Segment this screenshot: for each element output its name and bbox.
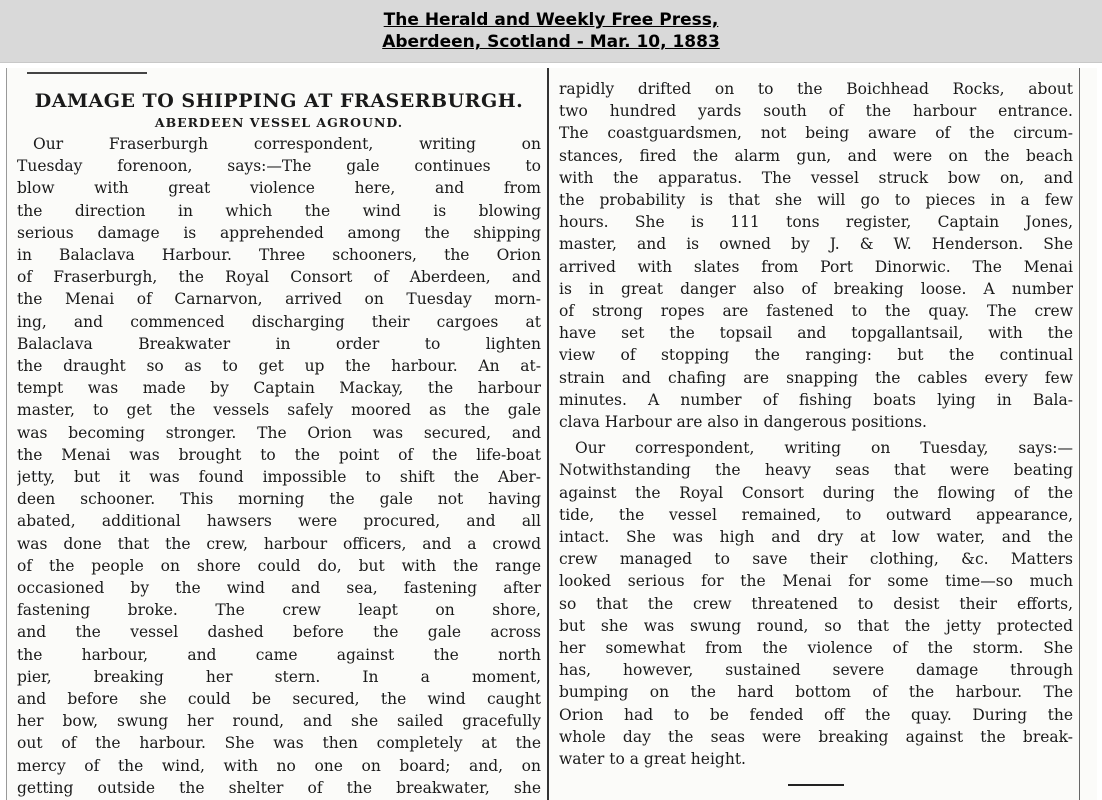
article-text-line: looked serious for the Menai for some time—so much bbox=[559, 572, 1073, 591]
article-text-line: rapidly drifted on to the Boichhead Rocks, about bbox=[559, 80, 1073, 98]
article-text-line: deen schooner. This morning the gale not having bbox=[17, 490, 541, 509]
article-end-rule bbox=[788, 784, 844, 786]
article-text-line: Tuesday forenoon, says:—The gale continues to bbox=[17, 157, 541, 176]
article-text-line: Our Fraserburgh correspondent, writing on bbox=[33, 135, 541, 153]
newspaper-clipping bbox=[6, 68, 1097, 800]
article-text-line: minutes. A number of fishing boats lying in Bala- bbox=[559, 390, 1073, 409]
article-text-line: fastening broke. The crew leapt on shore, bbox=[17, 601, 541, 620]
article-text-line: strain and chafing are snapping the cables every few bbox=[559, 368, 1073, 387]
article-text-line: master, to get the vessels safely moored as the gale bbox=[17, 401, 541, 420]
article-text-line: jetty, but it was found impossible to shift the Aber- bbox=[17, 468, 541, 487]
article-text-line: serious damage is apprehended among the shipping bbox=[17, 223, 541, 242]
article-text-line: bumping on the hard bottom of the harbour. The bbox=[559, 683, 1073, 702]
article-text-line: water to a great height. bbox=[559, 750, 746, 769]
article-text-line: was becoming stronger. The Orion was secured, and bbox=[17, 423, 541, 442]
page-header bbox=[0, 0, 1102, 63]
article-text-line: intact. She was high and dry at low water, and the bbox=[559, 528, 1073, 547]
article-text-line: the direction in which the wind is blowing bbox=[17, 201, 541, 220]
right-column-paragraph-1 bbox=[559, 78, 1073, 433]
article-text-line: so that the crew threatened to desist their efforts, bbox=[559, 594, 1073, 613]
article-text-line: the draught so as to get up the harbour. An at- bbox=[17, 357, 541, 376]
article-text-line: The coastguardsmen, not being aware of the circum- bbox=[559, 124, 1073, 143]
article-text-line: stances, fired the alarm gun, and were on the beach bbox=[559, 146, 1073, 165]
article-text-line: pier, breaking her stern. In a moment, bbox=[17, 667, 541, 686]
article-text-line: of the people on shore could do, but with the range bbox=[17, 556, 541, 575]
publication-dateline[interactable]: Aberdeen, Scotland - Mar. 10, 1883 bbox=[382, 32, 720, 52]
article-text-line: out of the harbour. She was then completely at the bbox=[17, 734, 541, 753]
column-divider bbox=[547, 68, 549, 800]
article-text-line: occasioned by the wind and sea, fastening after bbox=[17, 579, 541, 598]
left-column-text bbox=[17, 133, 541, 799]
article-text-line: but she was swung round, so that the jetty protected bbox=[559, 616, 1073, 635]
article-text-line: two hundred yards south of the harbour entrance. bbox=[559, 102, 1073, 121]
publication-title[interactable]: The Herald and Weekly Free Press, bbox=[383, 10, 719, 30]
article-text-line: of Fraserburgh, the Royal Consort of Aberdeen, and bbox=[17, 268, 541, 287]
article-text-line: Notwithstanding the heavy seas that were beating bbox=[559, 461, 1073, 480]
clipping-right-edge bbox=[1079, 68, 1080, 800]
article-text-line: clava Harbour are also in dangerous positions. bbox=[559, 413, 927, 432]
article-left-column bbox=[17, 68, 541, 799]
article-text-line: the Menai was brought to the point of the life-boat bbox=[17, 445, 541, 464]
article-text-line: tide, the vessel remained, to outward appearance, bbox=[559, 505, 1073, 524]
article-text-line: abated, additional hawsers were procured, and all bbox=[17, 512, 541, 531]
article-text-line: ing, and commenced discharging their cargoes at bbox=[17, 312, 541, 331]
article-text-line: Our correspondent, writing on Tuesday, says:— bbox=[575, 439, 1073, 458]
article-text-line: her bow, swung her round, and she sailed gracefully bbox=[17, 712, 541, 731]
article-text-line: getting outside the shelter of the breakwater, she bbox=[17, 778, 541, 797]
article-text-line: the harbour, and came against the north bbox=[17, 645, 541, 664]
article-text-line: with the apparatus. The vessel struck bow on, and bbox=[559, 168, 1073, 187]
article-text-line: blow with great violence here, and from bbox=[17, 179, 541, 198]
article-text-line: and before she could be secured, the wind caught bbox=[17, 690, 541, 709]
article-text-line: the Menai of Carnarvon, arrived on Tuesday morn- bbox=[17, 290, 541, 309]
article-text-line: of strong ropes are fastened to the quay. The crew bbox=[559, 302, 1073, 321]
article-text-line: view of stopping the ranging: but the continual bbox=[559, 346, 1073, 365]
article-right-column bbox=[559, 78, 1073, 786]
article-text-line: has, however, sustained severe damage through bbox=[559, 661, 1073, 680]
article-text-line: master, and is owned by J. & W. Henderson. She bbox=[559, 235, 1073, 254]
article-text-line: Orion had to be fended off the quay. During the bbox=[559, 705, 1073, 724]
article-text-line: arrived with slates from Port Dinorwic. The Menai bbox=[559, 257, 1073, 276]
article-text-line: her somewhat from the violence of the storm. She bbox=[559, 639, 1073, 658]
article-text-line: tempt was made by Captain Mackay, the harbour bbox=[17, 379, 541, 398]
article-text-line: whole day the seas were breaking against the break- bbox=[559, 727, 1073, 746]
article-text-line: is in great danger also of breaking loose. A number bbox=[559, 279, 1073, 298]
article-text-line: and the vessel dashed before the gale across bbox=[17, 623, 541, 642]
article-text-line: Balaclava Breakwater in order to lighten bbox=[17, 334, 541, 353]
article-text-line: crew managed to save their clothing, &c. Matters bbox=[559, 550, 1073, 569]
article-text-line: in Balaclava Harbour. Three schooners, the Orion bbox=[17, 246, 541, 265]
article-text-line: mercy of the wind, with no one on board; and, on bbox=[17, 756, 541, 775]
article-headline: DAMAGE TO SHIPPING AT FRASERBURGH. bbox=[34, 90, 524, 112]
article-text-line: the probability is that she will go to pieces in a few bbox=[559, 191, 1073, 210]
right-column-paragraph-2 bbox=[559, 437, 1073, 770]
article-text-line: hours. She is 111 tons register, Captain Jones, bbox=[559, 213, 1073, 232]
article-text-line: against the Royal Consort during the flowing of the bbox=[559, 483, 1073, 502]
article-text-line: have set the topsail and topgallantsail, with the bbox=[559, 324, 1073, 343]
article-subheadline: ABERDEEN VESSEL AGROUND. bbox=[154, 115, 404, 130]
article-text-line: was done that the crew, harbour officers, and a crowd bbox=[17, 534, 541, 553]
